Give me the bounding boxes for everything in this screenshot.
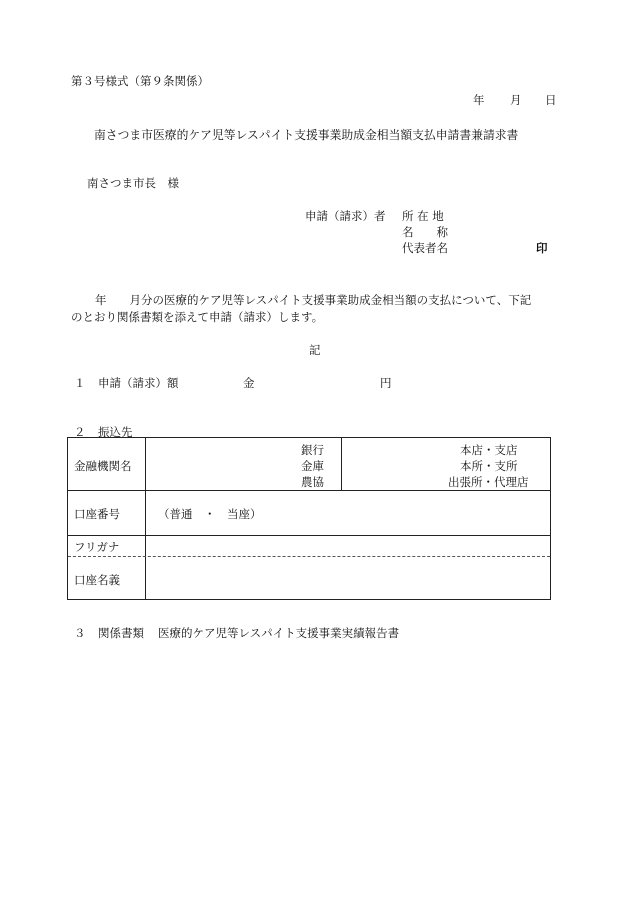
body-line-1: 年 月分の医療的ケア児等レスパイト支援事業助成金相当額の支払について、下記 (95, 293, 532, 307)
account-name-label: 口座名義 (74, 573, 120, 587)
date-year-label: 年 (473, 93, 485, 107)
row-divider-2 (68, 535, 550, 536)
row-divider-1 (68, 490, 550, 491)
date-month-label: 月 (510, 93, 522, 107)
account-type: （普通 ・ 当座） (158, 507, 262, 521)
bank-type-2: 金庫 (301, 459, 324, 473)
furigana-label: フリガナ (74, 540, 120, 554)
bank-name-label: 金融機関名 (74, 459, 132, 473)
label-column-divider (145, 438, 146, 600)
item1-label: 申請（請求）額 (98, 376, 179, 390)
representative-label: 代表者名 (402, 241, 448, 255)
item3-number: ３ (74, 626, 86, 640)
form-number: 第３号様式（第９条関係） (71, 74, 209, 88)
furigana-dashed-divider (68, 556, 550, 557)
document-title: 南さつま市医療的ケア児等レスパイト支援事業助成金相当額支払申請書兼請求書 (94, 128, 519, 142)
account-number-label: 口座番号 (74, 507, 120, 521)
branch-type-2: 本所・支所 (460, 459, 518, 473)
item2-label: 振込先 (98, 425, 133, 439)
bank-type-3: 農協 (301, 475, 324, 489)
item1-number: １ (74, 376, 86, 390)
applicant-role-label: 申請（請求）者 (305, 209, 386, 223)
bank-branch-divider (341, 438, 342, 490)
ki-mark: 記 (309, 343, 321, 357)
item3-label: 関係書類 (98, 626, 144, 640)
addressee: 南さつま市長 様 (87, 176, 179, 190)
address-label: 所 在 地 (402, 209, 444, 223)
item3-value: 医療的ケア児等レスパイト支援事業実績報告書 (158, 626, 400, 640)
branch-type-1: 本店・支店 (460, 443, 518, 457)
seal-mark: 印 (536, 241, 548, 255)
bank-type-1: 銀行 (301, 443, 324, 457)
name-label: 名 称 (402, 225, 448, 239)
item2-number: ２ (74, 425, 86, 439)
date-day-label: 日 (545, 93, 557, 107)
item1-yen: 円 (380, 376, 392, 390)
branch-type-3: 出張所・代理店 (448, 475, 529, 489)
bank-transfer-table (67, 437, 551, 600)
body-line-2: のとおり関係書類を添えて申請（請求）します。 (71, 310, 324, 324)
item1-kin: 金 (243, 376, 255, 390)
